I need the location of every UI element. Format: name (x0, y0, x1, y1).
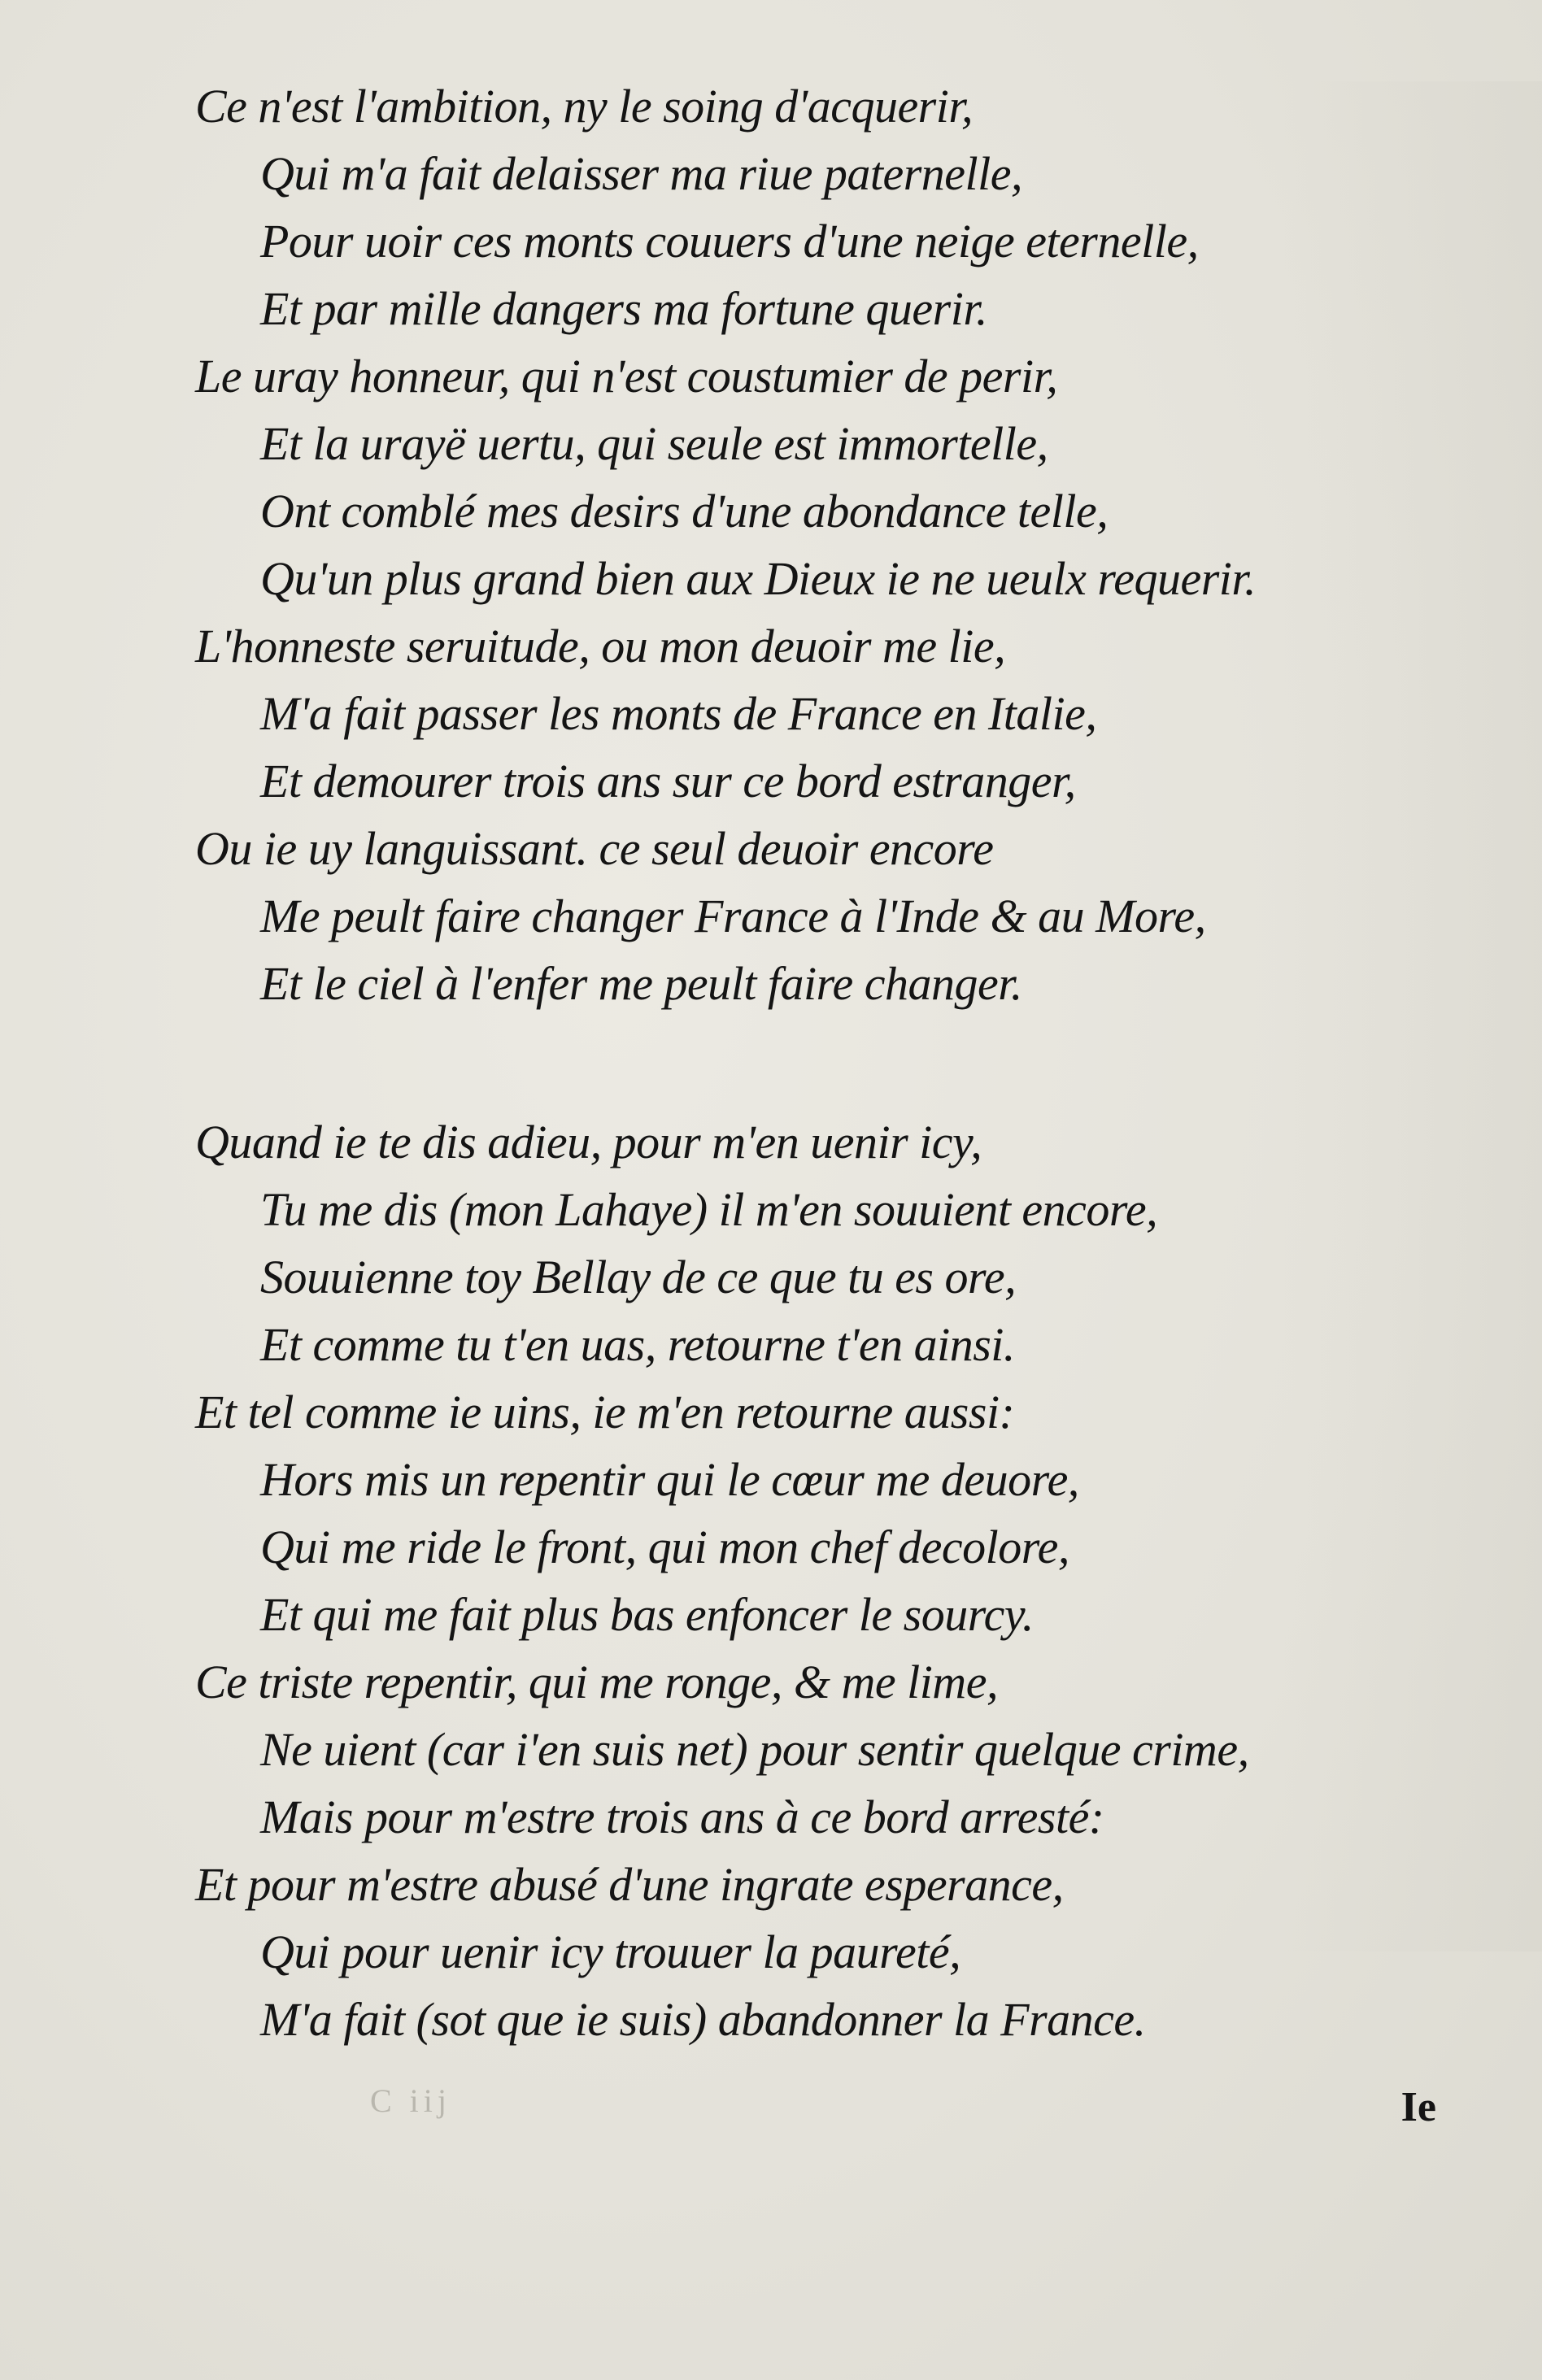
verse-line: Ce triste repentir, qui me ronge, & me lime, (195, 1656, 998, 1708)
verse-line: Quand ie te dis adieu, pour m'en uenir icy, (195, 1116, 982, 1168)
verse-line: Et comme tu t'en uas, retourne t'en ainsi. (260, 1318, 1015, 1371)
verse-line: Pour uoir ces monts couuers d'une neige eternelle, (260, 215, 1199, 268)
verse-line: Ou ie uy languissant. ce seul deuoir encore (195, 822, 994, 875)
verse-line: Qui m'a fait delaisser ma riue paternelle, (260, 147, 1023, 200)
catchword: Ie (1400, 2084, 1436, 2130)
verse-line: M'a fait (sot que ie suis) abandonner la France. (260, 1993, 1146, 2046)
verse-line: Et pour m'estre abusé d'une ingrate esperance, (195, 1858, 1064, 1911)
verse-line: Et tel comme ie uins, ie m'en retourne aussi: (195, 1386, 1015, 1438)
verse-line: Mais pour m'estre trois ans à ce bord arresté: (260, 1790, 1104, 1843)
verse-line: Et par mille dangers ma fortune querir. (260, 282, 987, 335)
verse-line: Ont comblé mes desirs d'une abondance telle, (260, 485, 1109, 537)
verse-line: Hors mis un repentir qui le cœur me deuore, (260, 1453, 1079, 1506)
verse-line: Et demourer trois ans sur ce bord estranger, (260, 755, 1076, 807)
verse-line: L'honneste seruitude, ou mon deuoir me lie, (195, 620, 1006, 672)
verse-line: Et qui me fait plus bas enfoncer le sourcy. (260, 1588, 1034, 1641)
verse-line: Qu'un plus grand bien aux Dieux ie ne ueulx requerir. (260, 552, 1257, 605)
verse-line: Ne uient (car i'en suis net) pour sentir quelque crime, (260, 1723, 1249, 1776)
verse-line: Le uray honneur, qui n'est coustumier de perir, (195, 350, 1058, 402)
signature-mark: C iij (370, 2082, 452, 2119)
verse-line: Souuienne toy Bellay de ce que tu es ore, (260, 1251, 1017, 1303)
verse-line: Qui me ride le front, qui mon chef decolore, (260, 1521, 1069, 1573)
verse-line: Et la urayë uertu, qui seule est immortelle, (260, 417, 1048, 470)
verse-line: M'a fait passer les monts de France en Italie, (260, 687, 1097, 740)
verse-line: Tu me dis (mon Lahaye) il m'en souuient encore, (260, 1183, 1158, 1236)
verse-line: Qui pour uenir icy trouuer la paureté, (260, 1925, 961, 1978)
verse-line: Et le ciel à l'enfer me peult faire changer. (260, 957, 1022, 1010)
show-through-shadow (1282, 81, 1542, 1951)
verse-line: Ce n'est l'ambition, ny le soing d'acquerir, (195, 80, 974, 133)
verse-line: Me peult faire changer France à l'Inde & au More, (260, 890, 1206, 942)
